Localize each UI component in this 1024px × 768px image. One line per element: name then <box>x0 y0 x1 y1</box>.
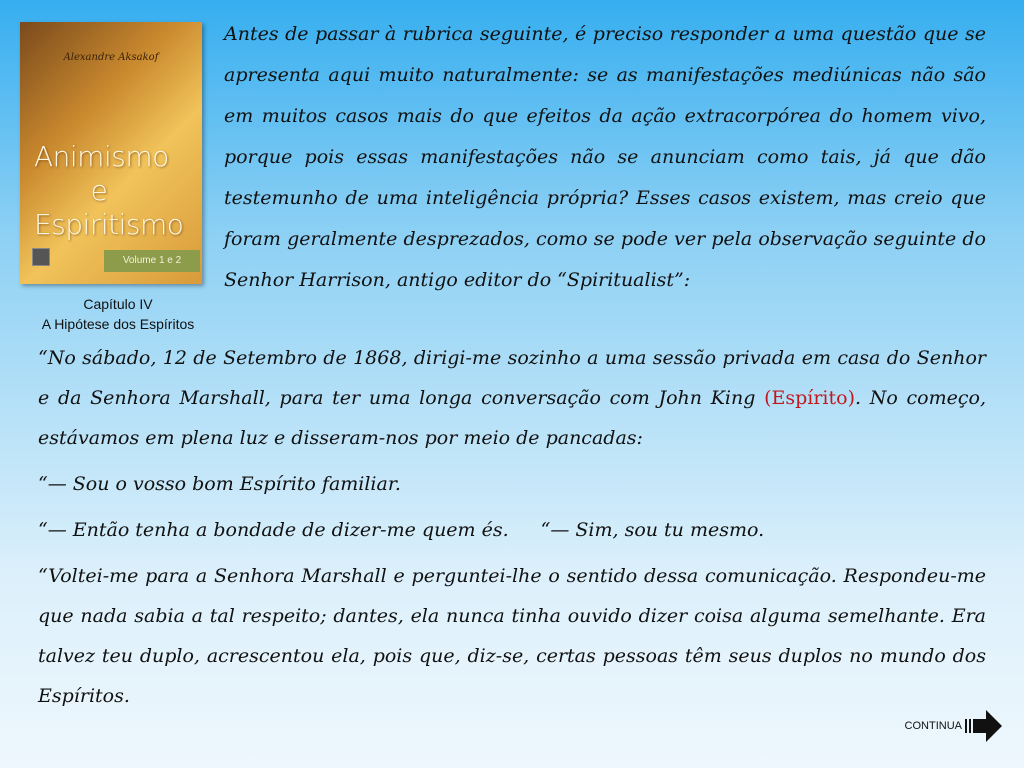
quote-paragraph-4: “Voltei-me para a Senhora Marshall e perguntei-lhe o sentido dessa comunicação. Respondeu-me que nada sabia a tal respeito; dantes, ela nunca tinha ouvido dizer coisa alguma semelhante. Era talvez teu duplo, acrescentou ela, pois que, diz-se, certas pessoas têm seus duplos no mundo dos Espíritos. <box>38 565 986 707</box>
quote-paragraph-1 <box>38 338 986 458</box>
cover-title-line3: Espiritismo <box>34 208 184 241</box>
volume-badge: Volume 1 e 2 <box>104 250 200 272</box>
quote-paragraph-3 <box>38 510 986 550</box>
quote-1-highlight: (Espírito) <box>764 387 855 409</box>
intro-paragraph: Antes de passar à rubrica seguinte, é preciso responder a uma questão que se apresenta aqui muito naturalmente: se as manifestações mediúnicas não são em muitos casos mais do que efeitos da ação extracorpórea do homem vivo, porque pois essas manifestações não se anunciam como tais, já que dão testemunho de uma inteligência própria? Esses casos existem, mas creio que foram geralmente desprezados, como se pode ver pela observação seguinte do Senhor Harrison, antigo editor do “Spiritualist”: <box>224 23 986 291</box>
quote-block <box>38 338 986 716</box>
chapter-number: Capítulo IV <box>83 296 153 312</box>
publisher-logo-icon <box>32 248 50 266</box>
quote-1-text-before: “No sábado, 12 de Setembro de 1868, dirigi-me sozinho a uma sessão privada em casa do Senhor e da Senhora Marshall, para ter uma longa conversação com John King <box>38 347 986 409</box>
quote-3-answer: “— Sim, sou tu mesmo. <box>540 519 765 541</box>
cover-title <box>34 140 202 242</box>
continue-label[interactable]: CONTINUA <box>904 720 962 732</box>
cover-title-line1: Animismo <box>34 140 169 173</box>
cover-title-line2: e <box>90 174 108 207</box>
arrow-right-icon[interactable] <box>964 706 1004 746</box>
cover-author: Alexandre Aksakof <box>63 52 159 63</box>
quote-1-text-after: . No começo, estávamos em plena luz e disseram-nos por meio de pancadas: <box>38 387 986 449</box>
quote-paragraph-2: “— Sou o vosso bom Espírito familiar. <box>38 473 401 495</box>
book-cover <box>20 22 202 284</box>
chapter-title: A Hipótese dos Espíritos <box>41 316 195 332</box>
quote-3-question: “— Então tenha a bondade de dizer-me quem és. <box>38 519 509 541</box>
chapter-caption <box>18 294 218 334</box>
continue-button[interactable] <box>905 706 1004 746</box>
